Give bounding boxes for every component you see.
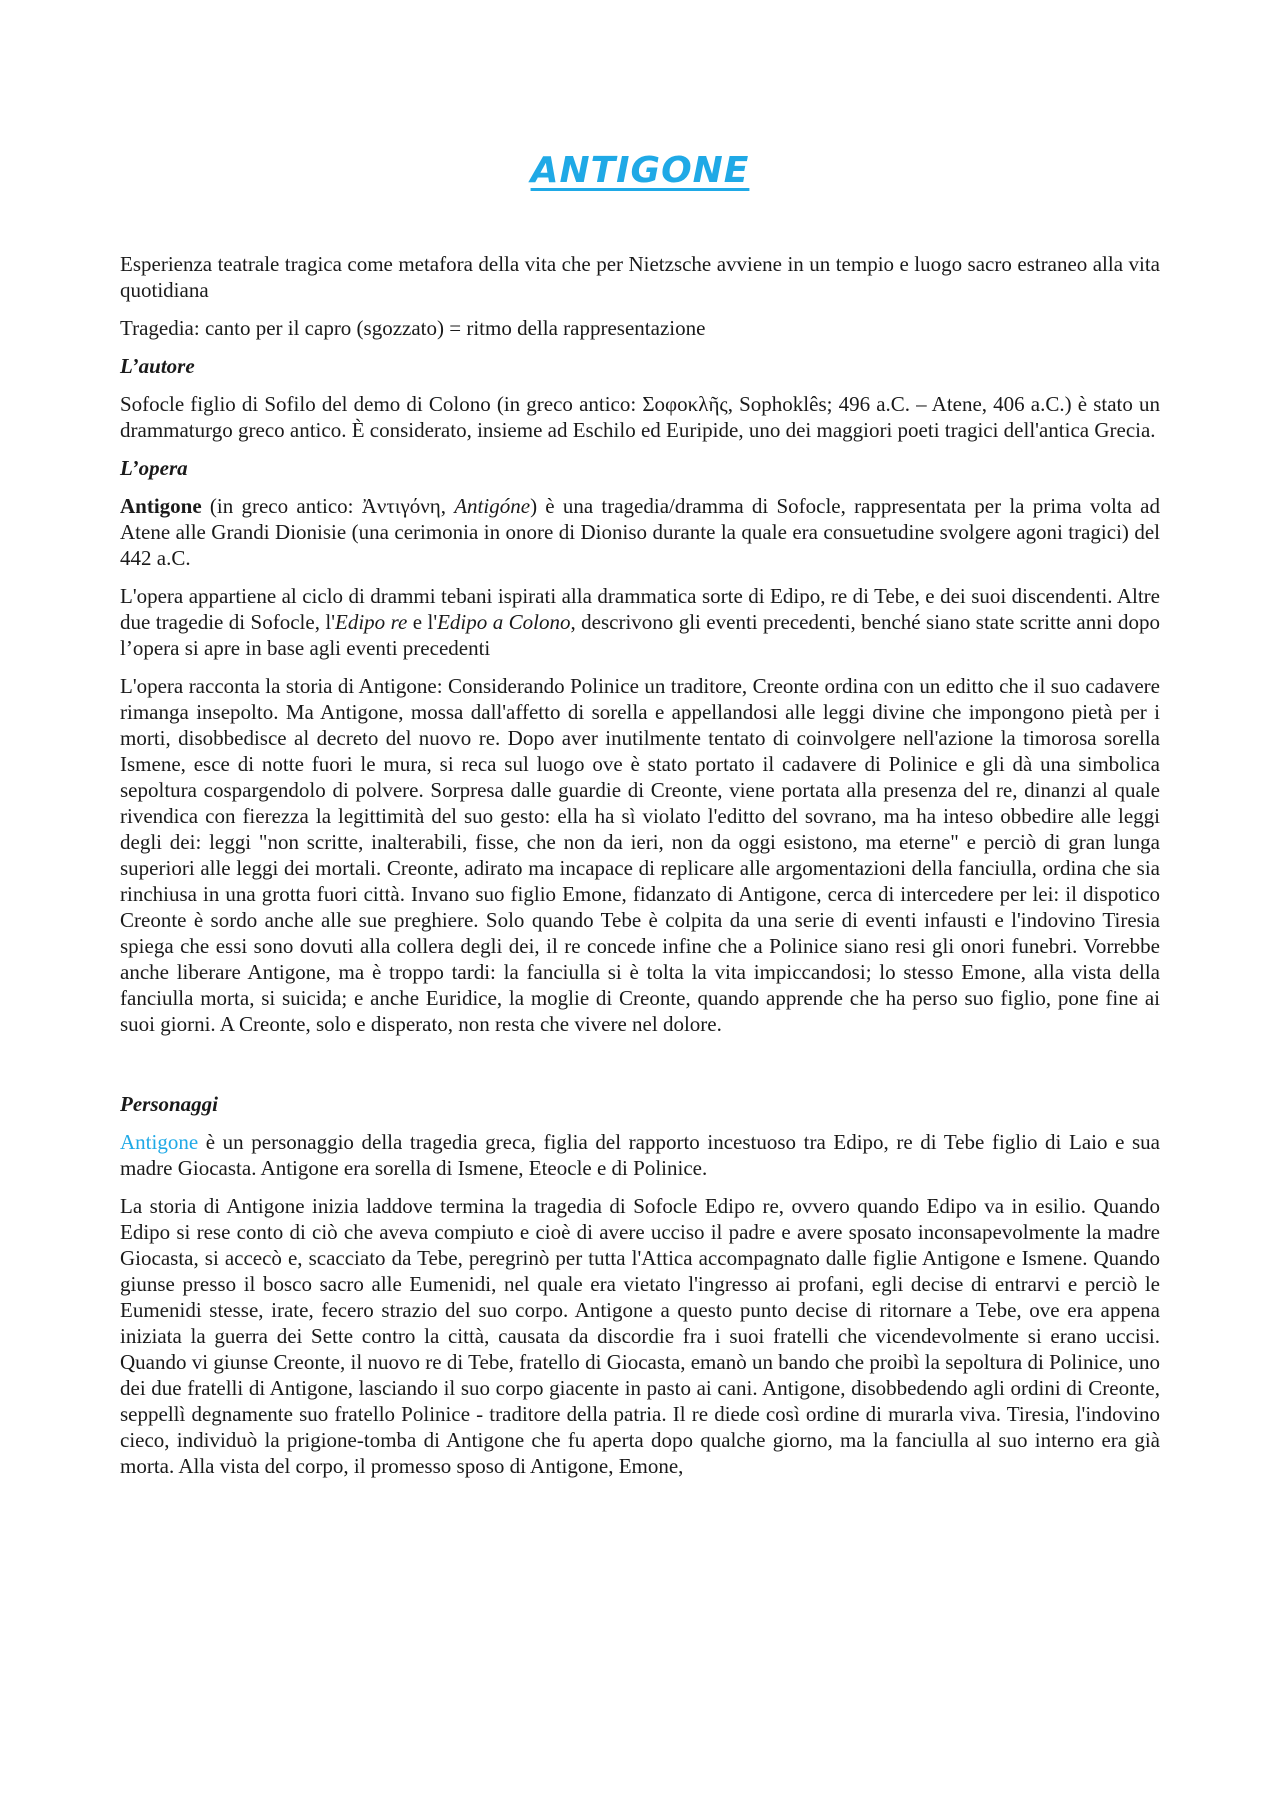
antigone-link[interactable]: Antigone <box>120 1130 199 1154</box>
opera-p2-italic-edipo-colono: Edipo a Colono <box>437 610 571 634</box>
opera-paragraph-2 <box>120 583 1160 661</box>
opera-paragraph-1 <box>120 493 1160 571</box>
intro-paragraph-1: Esperienza teatrale tragica come metafora della vita che per Nietzsche avviene in un tempio e luogo sacro estraneo alla vita quotidiana <box>120 252 1160 302</box>
opera-p2-part-a: L'opera appartiene al ciclo di drammi tebani ispirati alla drammatica sorte di Edipo, re di Tebe, e dei suoi discendenti. Altre due tragedie di Sofocle, l' <box>120 584 1160 634</box>
opera-p2-italic-edipo-re: Edipo re <box>335 610 408 634</box>
personaggi-paragraph-2: La storia di Antigone inizia laddove termina la tragedia di Sofocle Edipo re, ovvero quando Edipo va in esilio. Quando Edipo si rese conto di ciò che aveva compiuto e cioè di avere ucciso il padre e avere sposato inconsapevolmente la madre Giocasta, si accecò e, scacciato da Tebe, peregrinò per tutta l'Attica accompagnato dalle figlie Antigone e Ismene. Quando giunse presso il bosco sacro alle Eumenidi, nel quale era vietato l'ingresso ai profani, egli decise di entrarvi e perciò le Eumenidi stesse, irate, fecero strazio del suo corpo. Antigone a questo punto decise di ritornare a Tebe, ove era appena iniziata la guerra dei Sette contro la città, causata da discordie fra i suoi fratelli che vicendevolmente si erano uccisi. Quando vi giunse Creonte, il nuovo re di Tebe, fratello di Giocasta, emanò un bando che proibì la sepoltura di Polinice, uno dei due fratelli di Antigone, lasciando il suo corpo giacente in pasto ai cani. Antigone, disobbedendo agli ordini di Creonte, seppellì degnamente suo fratello Polinice - traditore della patria. Il re diede così ordine di murarla viva. Tiresia, l'indovino cieco, individuò la prigione-tomba di Antigone che fu aperta dopo qualche giorno, ma la fanciulla al suo interno era già morta. Alla vista del corpo, il promesso sposo di Antigone, Emone, <box>120 1194 1160 1478</box>
opera-p1-part-a: (in greco antico: Ἀντιγόνη, <box>201 494 455 518</box>
intro-paragraph-2: Tragedia: canto per il capro (sgozzato) = ritmo della rappresentazione <box>120 316 706 340</box>
section-spacer <box>120 1049 1160 1091</box>
section-heading-autore: L’autore <box>120 354 195 378</box>
opera-p2-part-c: , descrivono gli eventi precedenti, benché siano state scritte anni dopo l’opera si apre in base agli eventi precedenti <box>120 610 1161 660</box>
autore-paragraph: Sofocle figlio di Sofilo del demo di Colono (in greco antico: Σοφοκλῆς, Sophoklês; 496 a.C. – Atene, 406 a.C.) è stato un drammaturgo greco antico. È considerato, insieme ad Eschilo ed Euripide, uno dei maggiori poeti tragici dell'antica Grecia. <box>120 392 1160 442</box>
section-heading-personaggi: Personaggi <box>120 1092 219 1116</box>
section-heading-opera: L’opera <box>120 456 188 480</box>
document-title: ANTIGONE <box>530 150 750 191</box>
opera-paragraph-3: L'opera racconta la storia di Antigone: Considerando Polinice un traditore, Creonte ordina con un editto che il suo cadavere rimanga insepolto. Ma Antigone, mossa dall'affetto di sorella e appellandosi alle leggi divine che impongono pietà per i morti, disobbedisce al decreto del nuovo re. Dopo aver inutilmente tentato di coinvolgere nell'azione la timorosa sorella Ismene, esce di notte fuori le mura, si reca sul luogo ove è stato portato il cadavere di Polinice e gli dà una simbolica sepoltura cospargendolo di polvere. Sorpresa dalle guardie di Creonte, viene portata alla presenza del re, dinanzi al quale rivendica con fierezza la legittimità del suo gesto: ella ha sì violato l'editto del sovrano, ma ha inteso obbedire alle leggi degli dei: leggi "non scritte, inalterabili, fisse, che non da ieri, non da oggi esistono, ma eterne" e perciò di gran lunga superiori alle leggi dei mortali. Creonte, adirato ma incapace di replicare alle argomentazioni della fanciulla, ordina che sia rinchiusa in una grotta fuori città. Invano suo figlio Emone, fidanzato di Antigone, cerca di intercedere per lei: il dispotico Creonte è sordo anche alle sue preghiere. Solo quando Tebe è colpita da una serie di eventi infausti e l'indovino Tiresia spiega che essi sono dovuti alla collera degli dei, il re concede infine che a Polinice siano resi gli onori funebri. Vorrebbe anche liberare Antigone, ma è troppo tardi: la fanciulla si è tolta la vita impiccandosi; lo stesso Emone, alla vista della fanciulla morta, si suicida; e anche Euridice, la moglie di Creonte, quando apprende che ha perso suo figlio, pone fine ai suoi giorni. A Creonte, solo e disperato, non resta che vivere nel dolore. <box>120 674 1160 1036</box>
opera-title-greek-italic: Antigóne <box>454 494 531 518</box>
opera-p1-part-b: ) è una tragedia/dramma di Sofocle, rappresentata per la prima volta ad Atene alle Grandi Dionisie (una cerimonia in onore di Dioniso durante la quale era consuetudine svolgere agoni tragici) del 442 a.C. <box>120 494 1160 570</box>
personaggi-paragraph-1 <box>120 1129 1160 1181</box>
opera-title-bold: Antigone <box>120 494 202 518</box>
personaggi-p1-rest: è un personaggio della tragedia greca, figlia del rapporto incestuoso tra Edipo, re di Tebe figlio di Laio e sua madre Giocasta. Antigone era sorella di Ismene, Eteocle e di Polinice. <box>120 1130 1160 1180</box>
opera-p2-part-b: e l' <box>407 610 438 634</box>
